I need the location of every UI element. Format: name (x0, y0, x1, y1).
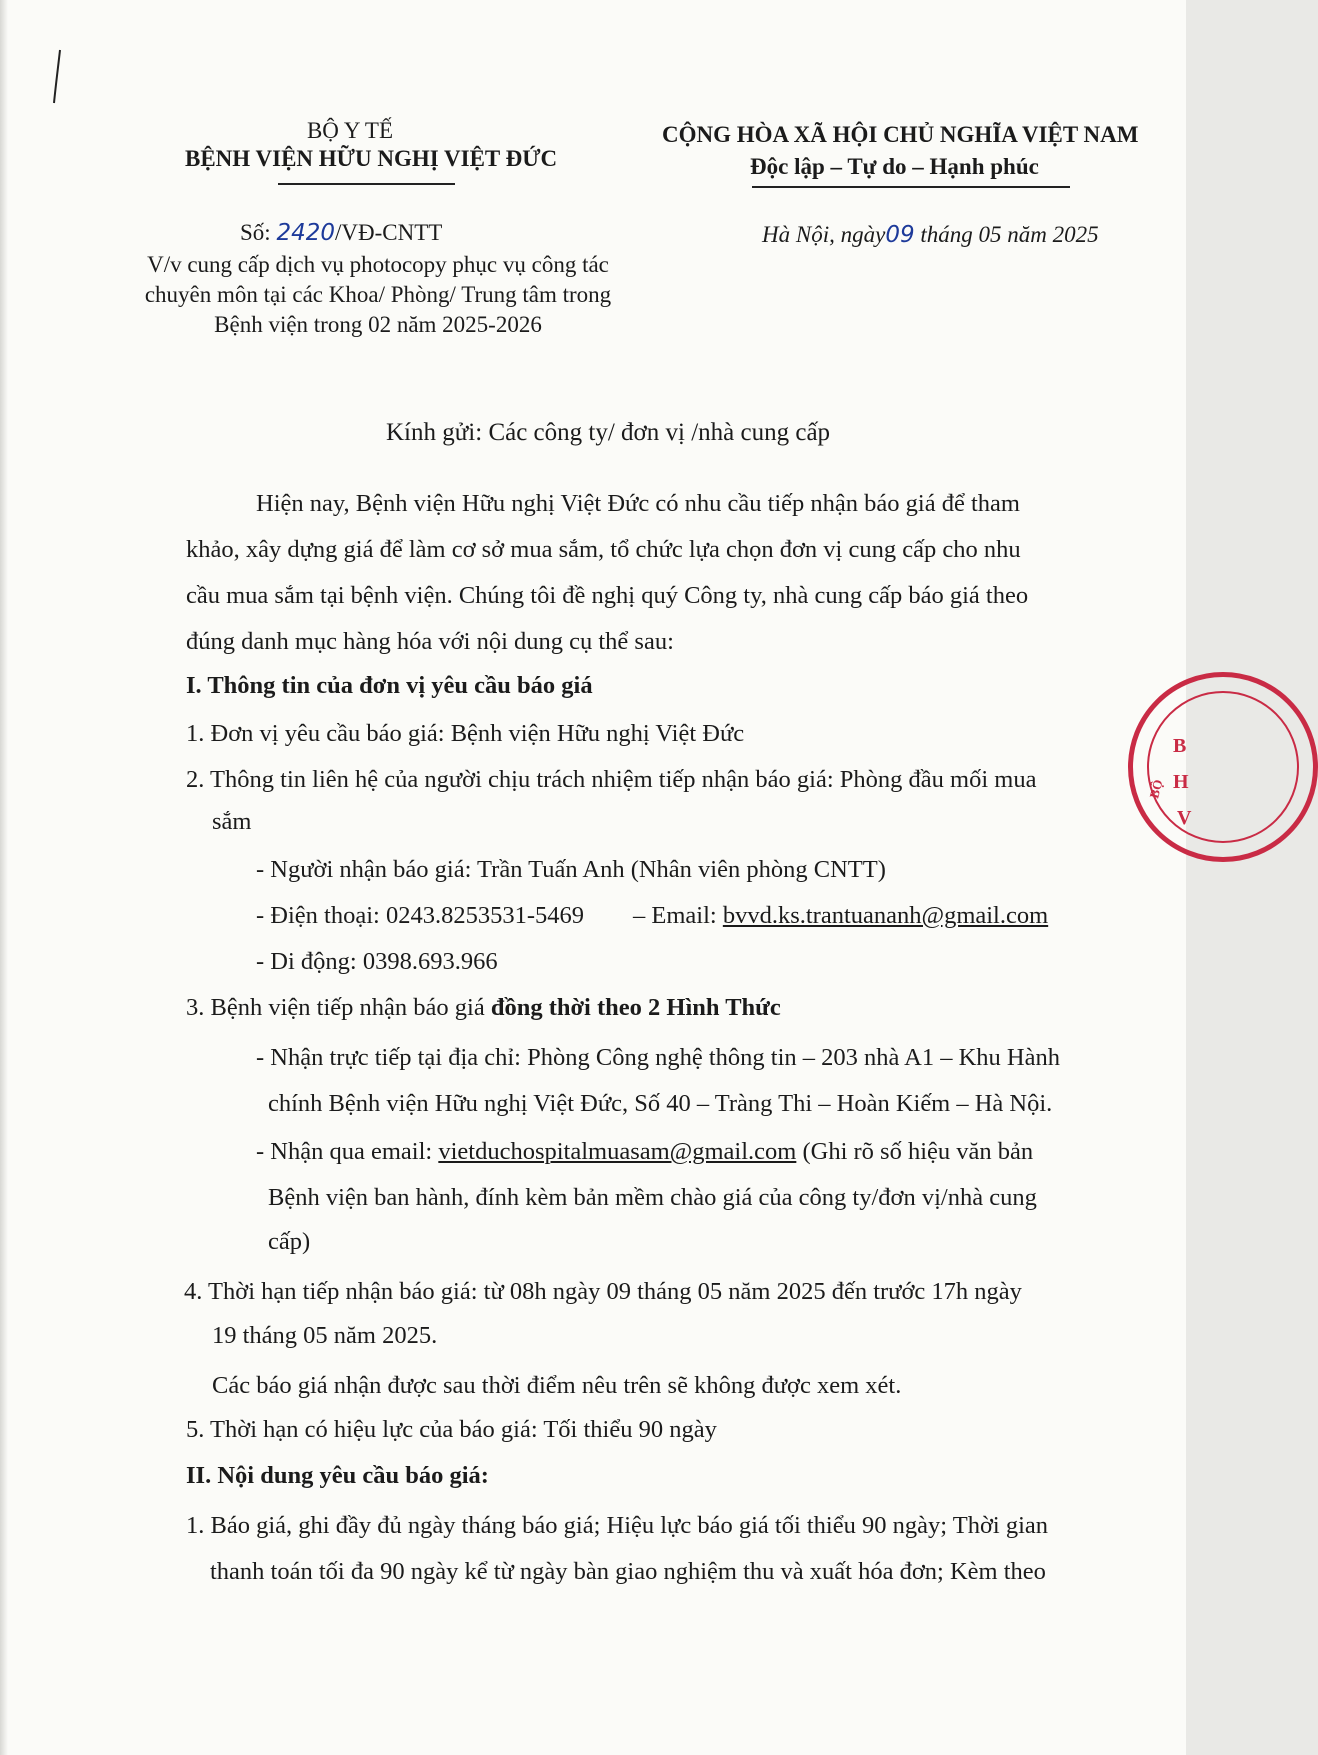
email-submit-link[interactable]: vietduchospitalmuasam@gmail.com (438, 1138, 797, 1165)
email-submit-line-1 (256, 1138, 1033, 1166)
email-submit-prefix: - Nhận qua email: (256, 1138, 433, 1165)
date-line (762, 222, 1099, 248)
item-3 (186, 994, 781, 1022)
direct-address-line-2: chính Bệnh viện Hữu nghị Việt Đức, Số 40 – Tràng Thi – Hoàn Kiếm – Hà Nội. (268, 1090, 1053, 1117)
official-stamp (1128, 672, 1318, 862)
intro-line-4: đúng danh mục hàng hóa với nội dung cụ thể sau: (186, 628, 674, 655)
email-label: – Email: (633, 902, 717, 929)
item-3-bold: đồng thời theo 2 Hình Thức (490, 994, 781, 1021)
email-submit-line-2: Bệnh viện ban hành, đính kèm bản mềm chào giá của công ty/đơn vị/nhà cung (268, 1184, 1037, 1211)
item-1: 1. Đơn vị yêu cầu báo giá: Bệnh viện Hữu nghị Việt Đức (186, 720, 745, 747)
section-1-title: I. Thông tin của đơn vị yêu cầu báo giá (186, 672, 593, 699)
doc-number-prefix: Số: (240, 220, 271, 245)
stamp-letter-2: H (1173, 771, 1189, 793)
email-link[interactable]: bvvd.ks.trantuananh@gmail.com (722, 902, 1049, 929)
document-number (240, 220, 442, 246)
item-4-line-1: 4. Thời hạn tiếp nhận báo giá: từ 08h ngày 09 tháng 05 năm 2025 đến trước 17h ngày (184, 1278, 1022, 1305)
item-5: 5. Thời hạn có hiệu lực của báo giá: Tối thiểu 90 ngày (186, 1416, 717, 1443)
republic-title: CỘNG HÒA XÃ HỘI CHỦ NGHĨA VIỆT NAM (662, 122, 1139, 147)
item-3-prefix: 3. Bệnh viện tiếp nhận báo giá (186, 994, 485, 1021)
date-prefix: Hà Nội, ngày (762, 222, 886, 247)
phone: - Điện thoại: 0243.8253531-5469 (256, 902, 584, 929)
hospital-name: BỆNH VIỆN HỮU NGHỊ VIỆT ĐỨC (185, 146, 558, 171)
doc-number-handwritten: 2420 (276, 220, 335, 246)
email-submit-suffix: (Ghi rõ số hiệu văn bản (802, 1138, 1034, 1165)
salutation: Kính gửi: Các công ty/ đơn vị /nhà cung cấp (386, 419, 831, 446)
motto-underline (752, 186, 1070, 188)
motto: Độc lập – Tự do – Hạnh phúc (750, 154, 1039, 179)
subject-line-3: Bệnh viện trong 02 năm 2025-2026 (214, 312, 542, 337)
section-2-item-1-line-1: 1. Báo giá, ghi đầy đủ ngày tháng báo giá; Hiệu lực báo giá tối thiểu 90 ngày; Thời gian (186, 1512, 1049, 1539)
item-4-note: Các báo giá nhận được sau thời điểm nêu trên sẽ không được xem xét. (212, 1372, 902, 1399)
stamp-inner-ring (1147, 691, 1299, 843)
subject-line-2: chuyên môn tại các Khoa/ Phòng/ Trung tâm trong (144, 282, 612, 307)
handwritten-mark-icon (48, 48, 68, 108)
date-day-handwritten: 09 (885, 222, 915, 248)
item-2-line-2: sắm (212, 808, 252, 835)
date-suffix: tháng 05 năm 2025 (920, 222, 1099, 247)
contact-person: - Người nhận báo giá: Trần Tuấn Anh (Nhân viên phòng CNTT) (256, 856, 886, 883)
page-edge-shadow (0, 0, 8, 1755)
intro-line-3: cầu mua sắm tại bệnh viện. Chúng tôi đề nghị quý Công ty, nhà cung cấp báo giá theo (186, 582, 1029, 609)
mobile: - Di động: 0398.693.966 (256, 948, 498, 975)
stamp-arc-text: BỘ (1146, 777, 1166, 800)
section-2-item-1-line-2: thanh toán tối đa 90 ngày kể từ ngày bàn giao nghiệm thu và xuất hóa đơn; Kèm theo (210, 1558, 1046, 1585)
intro-line-1: Hiện nay, Bệnh viện Hữu nghị Việt Đức có nhu cầu tiếp nhận báo giá để tham (256, 490, 1020, 517)
direct-address-line-1: - Nhận trực tiếp tại địa chỉ: Phòng Công nghệ thông tin – 203 nhà A1 – Khu Hành (256, 1044, 1060, 1071)
stamp-letter-3: V (1177, 807, 1192, 829)
item-4-line-2: 19 tháng 05 năm 2025. (212, 1322, 438, 1349)
email-submit-line-3: cấp) (268, 1228, 311, 1255)
hospital-underline (278, 183, 455, 185)
email-contact (633, 902, 1048, 930)
intro-line-2: khảo, xây dựng giá để làm cơ sở mua sắm, tổ chức lựa chọn đơn vị cung cấp cho nhu (186, 536, 1021, 563)
section-2-title: II. Nội dung yêu cầu báo giá: (186, 1462, 489, 1489)
doc-number-suffix: /VĐ-CNTT (334, 220, 443, 245)
ministry-name: BỘ Y TẾ (306, 118, 394, 143)
subject-line-1: V/v cung cấp dịch vụ photocopy phục vụ công tác (147, 252, 609, 277)
stamp-letter-1: B (1173, 735, 1187, 757)
item-2-line-1: 2. Thông tin liên hệ của người chịu trách nhiệm tiếp nhận báo giá: Phòng đầu mối mua (186, 766, 1037, 793)
